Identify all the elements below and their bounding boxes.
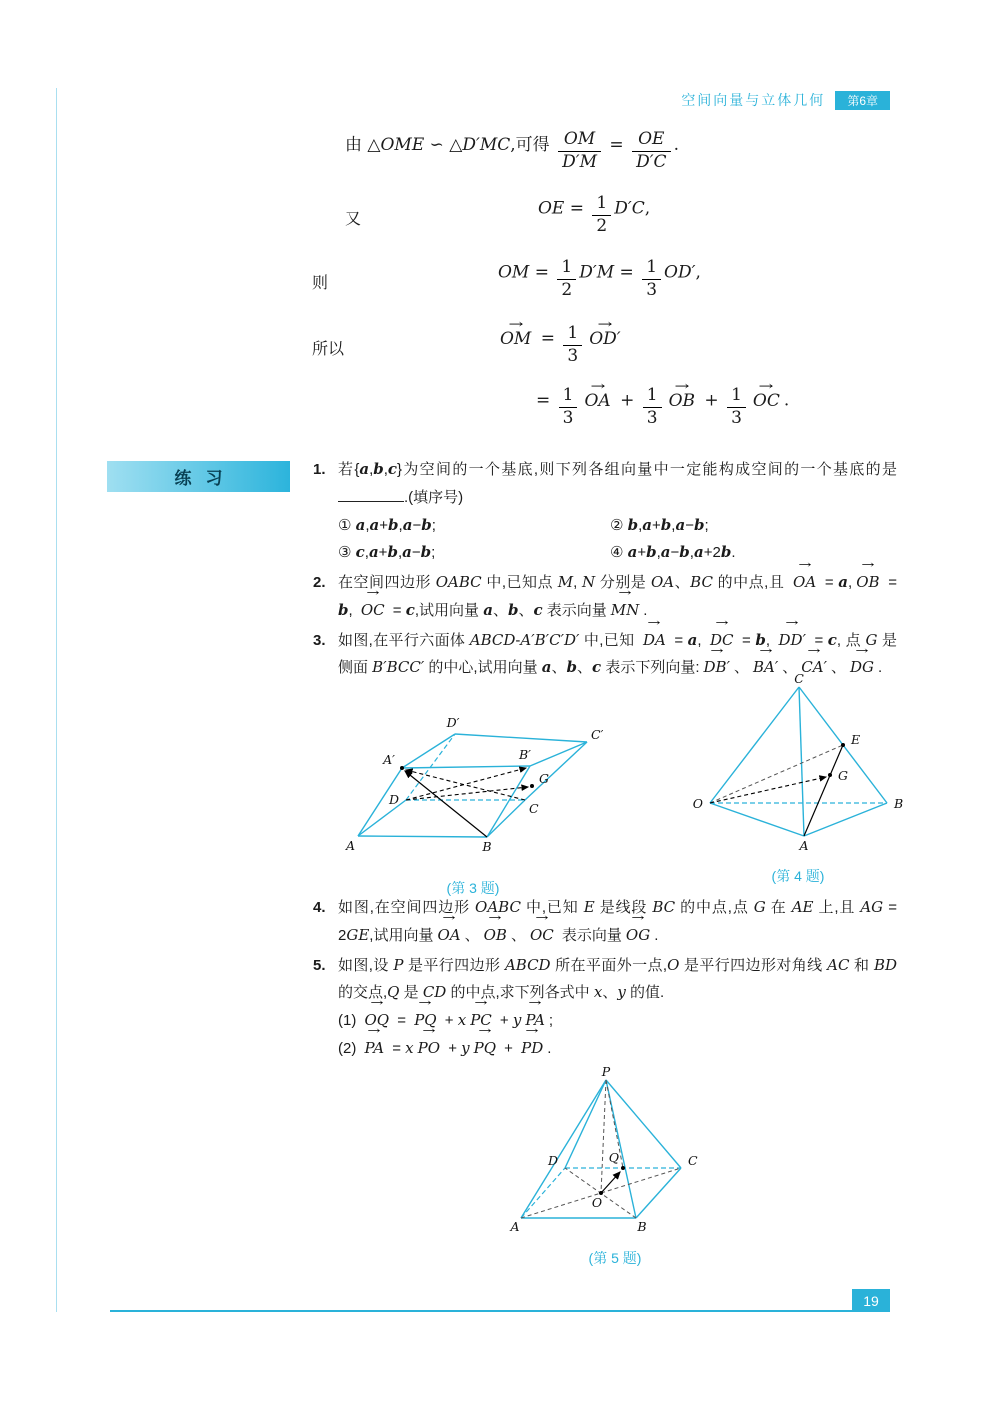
problem-5-equation-1: (1) OQ → = PQ → + x PC → + y PA → ; [338, 1007, 897, 1035]
problem-2-text: 在空间四边形 OABC 中,已知点 M, N 分别是 OA、BC 的中点,且 OA → = a, OB → = b, OC → = c,试用向量 a、b、c 表示向量 MN → . [338, 569, 897, 625]
problem-5-number: 5. [313, 956, 326, 974]
problem-3-number: 3. [313, 631, 326, 649]
chapter-title: 空间向量与立体几何 [681, 92, 826, 108]
figure-4-caption: (第 4 题) [771, 867, 825, 884]
fig3-label-D: D [388, 792, 399, 807]
footer-rule [110, 1310, 852, 1312]
derivation-label-3: 则 [312, 275, 329, 292]
problem-4 [313, 894, 897, 950]
fig5-label-B: B [637, 1218, 647, 1234]
figure-4-tetrahedron [693, 674, 903, 854]
derivation-label-2: 又 [345, 211, 362, 228]
figure-5-pyramid [495, 1065, 735, 1237]
problem-2 [313, 569, 897, 625]
exercise-problems [313, 456, 903, 1270]
fig5-label-Q: Q [608, 1149, 619, 1165]
figures-row [313, 674, 903, 896]
fig3-label-C-prime: C′ [591, 727, 603, 742]
derivation-block [310, 118, 800, 433]
problem-4-text: 如图,在空间四边形 OABC 中,已知 E 是线段 BC 的中点,点 G 在 AE 上,且 AG = 2GE,试用向量 OA → 、 OB → 、 OC → 表示向量 OG → . [338, 894, 897, 950]
figure-3-parallelepiped [343, 714, 603, 866]
page-number: 19 [852, 1289, 890, 1312]
problem-5 [313, 952, 897, 1063]
chapter-badge: 第6章 [835, 91, 890, 110]
option-4: ④ a+b,a−b,a+2b. [610, 543, 736, 562]
problem-5-text: 如图,设 P 是平行四边形 ABCD 所在平面外一点,O 是平行四边形对角线 AC 和 BD 的交点,Q 是 CD 的中点,求下列各式中 x、y 的值. [338, 955, 898, 1002]
fig4-labels [693, 674, 903, 853]
fig3-edges [358, 734, 587, 837]
fig5-label-D: D [547, 1152, 558, 1168]
problem-1-number: 1. [313, 461, 326, 478]
fig3-label-A: A [345, 838, 355, 853]
option-2: ② b,a+b,a−b; [610, 515, 709, 534]
problem-3-text: 如图,在平行六面体 ABCD-A′B′C′D′ 中,已知 DA → = a, DC → = b, DD′ → = c, 点 G 是侧面 B′BCC′ 的中心,试用向量 a、b、c 表示下列向量: DB′ → 、 BA′ → 、 CA′ → 、 DG → . [338, 627, 897, 683]
left-margin-rule [56, 88, 57, 1312]
page-header [681, 90, 890, 110]
figure-3-caption: (第 3 题) [446, 879, 500, 896]
fig3-label-A-prime: A′ [383, 752, 395, 767]
fig5-labels [509, 1065, 698, 1234]
option-3: ③ c,a+b,a−b; [338, 543, 436, 562]
fig3-label-B-prime: B′ [518, 747, 532, 762]
problem-1 [313, 456, 897, 567]
fig3-vectors [400, 766, 534, 837]
derivation-line-1: 由 △OME ∽ △D′MC,可得 $\frac{OM}{D'M}$ = $\frac{OE}{D'C}$ . [345, 129, 679, 172]
derivation-line-4: OM → = $\frac{1}{3}$ OD′ → [496, 324, 625, 366]
derivation-line-2: OE = $\frac{1}{2}$ D′C, [538, 193, 651, 236]
figure-3-block [343, 714, 603, 902]
problem-1-options [338, 512, 897, 568]
fig5-label-P: P [601, 1064, 611, 1079]
fig3-label-G: G [539, 771, 549, 786]
figure-5-row [313, 1065, 897, 1270]
fig4-label-G: G [838, 768, 848, 783]
fig4-label-C: C [794, 674, 804, 686]
fig4-edges [710, 687, 887, 836]
fig4-label-B: B [894, 796, 903, 811]
fig4-label-O: O [693, 796, 703, 811]
fig3-label-C: C [529, 801, 539, 816]
exercise-header: 练习 [107, 461, 290, 492]
figure-4-block [693, 674, 903, 890]
fig4-label-E: E [851, 732, 861, 747]
fig5-label-C: C [688, 1152, 698, 1168]
derivation-line-3: OM = $\frac{1}{2}$ D′M = $\frac{1}{3}$ OD′, [498, 257, 701, 300]
derivation-line-5: = $\frac{1}{3}$ OA → + $\frac{1}{3}$ OB → + $\frac{1}{3}$ OC → . [536, 386, 789, 428]
problem-5-equation-2: (2) PA → = x PO → + y PQ → + PD → . [338, 1035, 897, 1063]
derivation-label-4: 所以 [312, 341, 345, 358]
fig3-label-B: B [482, 839, 492, 854]
fig3-label-D-prime: D′ [446, 715, 460, 730]
problem-4-number: 4. [313, 899, 326, 916]
option-1: ① a,a+b,a−b; [338, 515, 436, 534]
fig4-label-A: A [799, 838, 809, 853]
fig5-label-A: A [510, 1218, 520, 1234]
fig4-construction [710, 743, 845, 836]
fig5-label-O: O [591, 1194, 603, 1210]
figure-5-block [495, 1065, 735, 1273]
figure-5-caption: (第 5 题) [588, 1250, 642, 1267]
problem-1-text: 若{a,b,c}为空间的一个基底,则下列各组向量中一定能构成空间的一个基底的是.(填序号) [338, 460, 897, 506]
problem-2-number: 2. [313, 574, 326, 591]
